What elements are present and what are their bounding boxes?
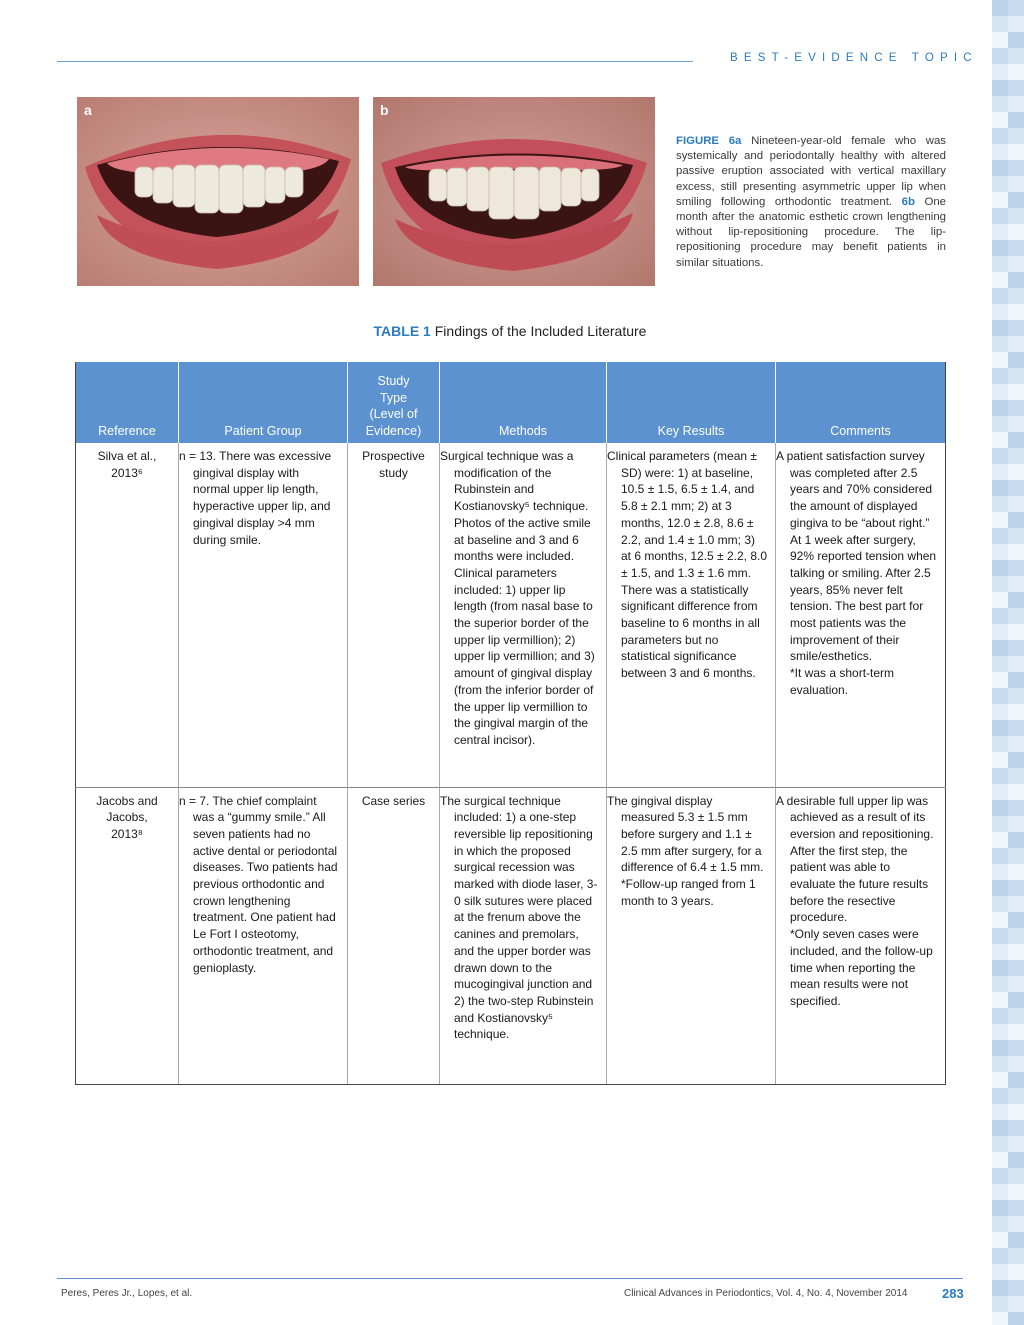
strip-cell xyxy=(992,928,1008,944)
page-number: 283 xyxy=(942,1286,964,1301)
strip-cell xyxy=(1008,288,1024,304)
strip-cell xyxy=(992,672,1008,688)
caption-text-a: Nineteen-year-old female who was systemically and periodontally healthy with altered passive eruption associated with vertical maxillary excess, still presenting asymmetric upper lip when smiling following orthodontic treatment. xyxy=(676,135,946,208)
strip-cell xyxy=(1008,688,1024,704)
strip-cell xyxy=(992,464,1008,480)
strip-cell xyxy=(1008,1136,1024,1152)
strip-cell xyxy=(1008,640,1024,656)
strip-cell xyxy=(1008,1248,1024,1264)
strip-cell xyxy=(1008,656,1024,672)
strip-cell xyxy=(1008,1280,1024,1296)
strip-cell xyxy=(992,656,1008,672)
caption-label-b: 6b xyxy=(901,195,915,208)
strip-cell xyxy=(1008,1200,1024,1216)
strip-cell xyxy=(992,48,1008,64)
strip-cell xyxy=(992,1184,1008,1200)
strip-cell xyxy=(1008,592,1024,608)
strip-cell xyxy=(1008,1008,1024,1024)
caption-label-a: FIGURE 6a xyxy=(676,135,742,147)
strip-cell xyxy=(1008,1312,1024,1325)
strip-cell xyxy=(1008,768,1024,784)
strip-cell xyxy=(1008,512,1024,528)
table-header-row xyxy=(76,362,946,443)
strip-cell xyxy=(1008,192,1024,208)
strip-cell xyxy=(992,960,1008,976)
strip-cell xyxy=(992,112,1008,128)
strip-cell xyxy=(1008,816,1024,832)
strip-cell xyxy=(992,96,1008,112)
strip-cell xyxy=(992,272,1008,288)
strip-cell xyxy=(992,80,1008,96)
strip-cell xyxy=(1008,976,1024,992)
strip-cell xyxy=(992,224,1008,240)
cell-study-type: Prospective study xyxy=(348,443,440,787)
strip-cell xyxy=(992,608,1008,624)
strip-cell xyxy=(992,720,1008,736)
strip-cell xyxy=(992,1008,1008,1024)
strip-cell xyxy=(1008,64,1024,80)
strip-cell xyxy=(992,1168,1008,1184)
strip-cell xyxy=(1008,928,1024,944)
strip-cell xyxy=(1008,576,1024,592)
cell-methods: The surgical technique included: 1) a one-step reversible lip repositioning in which the proposed surgical recession was marked with diode laser, 3-0 silk sutures were placed at the frenum above the canines and premolars, and the upper border was drawn down to the mucogingival junction and 2) the two-step Rubinstein and Kostianovsky⁵ technique. xyxy=(440,787,607,1084)
strip-cell xyxy=(1008,128,1024,144)
strip-cell xyxy=(1008,16,1024,32)
strip-cell xyxy=(992,896,1008,912)
strip-cell xyxy=(992,992,1008,1008)
strip-cell xyxy=(1008,400,1024,416)
strip-cell xyxy=(992,1312,1008,1325)
strip-cell xyxy=(1008,0,1024,16)
strip-cell xyxy=(992,560,1008,576)
table-row xyxy=(76,443,946,787)
cell-comments: A patient satisfaction survey was completed after 2.5 years and 70% considered the amount of displayed gingiva to be “about right.” At 1 week after surgery, 92% reported tension when talking or smiling. After 2.5 years, 85% never felt tension. The best part for most patients was the improvement of their smile/esthetics. *It was a short-term evaluation. xyxy=(776,443,946,787)
strip-cell xyxy=(1008,1152,1024,1168)
strip-cell xyxy=(1008,544,1024,560)
cell-key-results: Clinical parameters (mean ± SD) were: 1) at baseline, 10.5 ± 1.5, 6.5 ± 1.4, and 5.8 ± 2.1 mm; 2) at 3 months, 12.0 ± 2.8, 8.6 ± 2.2, and 1.4 ± 1.0 mm; 3) at 6 months, 12.5 ± 2.2, 8.0 ± 1.5, and 1.3 ± 1.6 mm. There was a statistically significant difference from baseline to 6 months in all parameters but no statistical significance between 3 and 6 months. xyxy=(607,443,776,787)
strip-cell xyxy=(992,976,1008,992)
strip-cell xyxy=(1008,208,1024,224)
strip-cell xyxy=(1008,896,1024,912)
figure-photo-b xyxy=(373,97,655,286)
strip-cell xyxy=(992,352,1008,368)
footer-journal: Clinical Advances in Periodontics, Vol. 4, No. 4, November 2014 xyxy=(624,1288,908,1299)
strip-cell xyxy=(992,736,1008,752)
strip-cell xyxy=(992,880,1008,896)
strip-cell xyxy=(1008,704,1024,720)
strip-cell xyxy=(1008,528,1024,544)
strip-cell xyxy=(992,800,1008,816)
strip-cell xyxy=(1008,1072,1024,1088)
strip-cell xyxy=(992,16,1008,32)
strip-cell xyxy=(1008,112,1024,128)
cell-reference: Silva et al., 2013⁶ xyxy=(76,443,179,787)
strip-cell xyxy=(992,432,1008,448)
strip-cell xyxy=(1008,720,1024,736)
strip-cell xyxy=(992,1136,1008,1152)
strip-cell xyxy=(1008,1104,1024,1120)
strip-cell xyxy=(992,1040,1008,1056)
cell-reference: Jacobs and Jacobs, 2013⁸ xyxy=(76,787,179,1084)
strip-cell xyxy=(992,208,1008,224)
strip-cell xyxy=(1008,1120,1024,1136)
strip-cell xyxy=(1008,304,1024,320)
strip-cell xyxy=(1008,992,1024,1008)
strip-cell xyxy=(1008,48,1024,64)
strip-cell xyxy=(992,528,1008,544)
header-methods: Methods xyxy=(440,362,607,443)
strip-cell xyxy=(992,768,1008,784)
strip-cell xyxy=(992,192,1008,208)
strip-cell xyxy=(992,544,1008,560)
header-comments: Comments xyxy=(776,362,946,443)
strip-cell xyxy=(1008,464,1024,480)
strip-cell xyxy=(1008,32,1024,48)
strip-cell xyxy=(992,240,1008,256)
strip-cell xyxy=(1008,272,1024,288)
strip-cell xyxy=(1008,560,1024,576)
strip-cell xyxy=(992,32,1008,48)
strip-cell xyxy=(992,624,1008,640)
footer-rule xyxy=(57,1278,963,1279)
strip-cell xyxy=(992,1232,1008,1248)
strip-cell xyxy=(992,448,1008,464)
strip-cell xyxy=(992,944,1008,960)
table-title-text: Findings of the Included Literature xyxy=(434,323,647,339)
cell-comments: A desirable full upper lip was achieved as a result of its eversion and repositioning. After the first step, the patient was able to evaluate the future results before the resective procedure. *Only seven cases were included, and the follow-up time when reporting the mean results were not specified. xyxy=(776,787,946,1084)
strip-cell xyxy=(992,400,1008,416)
strip-cell xyxy=(992,1152,1008,1168)
strip-cell xyxy=(1008,416,1024,432)
header-study-type: Study Type (Level of Evidence) xyxy=(348,362,440,443)
strip-cell xyxy=(992,848,1008,864)
strip-cell xyxy=(992,144,1008,160)
header-reference: Reference xyxy=(76,362,179,443)
panel-label-b: b xyxy=(380,102,389,118)
cell-patient-group: n = 7. The chief complaint was a “gummy smile.” All seven patients had no active dental or periodontal diseases. Two patients had previous orthodontic and crown lengthening treatment. One patient had Le Fort I osteotomy, orthodontic treatment, and genioplasty. xyxy=(179,787,348,1084)
strip-cell xyxy=(1008,1168,1024,1184)
strip-cell xyxy=(1008,736,1024,752)
strip-cell xyxy=(992,784,1008,800)
strip-cell xyxy=(1008,1296,1024,1312)
header-rule xyxy=(57,61,693,62)
strip-cell xyxy=(992,1024,1008,1040)
strip-cell xyxy=(992,160,1008,176)
strip-cell xyxy=(1008,608,1024,624)
strip-cell xyxy=(992,832,1008,848)
findings-table xyxy=(75,362,946,1085)
strip-cell xyxy=(1008,624,1024,640)
strip-cell xyxy=(1008,432,1024,448)
strip-cell xyxy=(992,1248,1008,1264)
strip-cell xyxy=(1008,80,1024,96)
strip-cell xyxy=(1008,480,1024,496)
strip-cell xyxy=(992,512,1008,528)
strip-cell xyxy=(992,1296,1008,1312)
strip-cell xyxy=(1008,1232,1024,1248)
strip-cell xyxy=(1008,912,1024,928)
strip-cell xyxy=(992,640,1008,656)
cell-patient-group: n = 13. There was excessive gingival display with normal upper lip length, hyperactive upper lip, and gingival display >4 mm during smile. xyxy=(179,443,348,787)
header-patient-group: Patient Group xyxy=(179,362,348,443)
table-title-label: TABLE 1 xyxy=(373,323,431,339)
strip-cell xyxy=(1008,1056,1024,1072)
strip-cell xyxy=(1008,672,1024,688)
strip-cell xyxy=(1008,832,1024,848)
strip-cell xyxy=(992,176,1008,192)
strip-cell xyxy=(992,304,1008,320)
header-key-results: Key Results xyxy=(607,362,776,443)
strip-cell xyxy=(992,0,1008,16)
strip-cell xyxy=(992,288,1008,304)
strip-cell xyxy=(1008,960,1024,976)
strip-cell xyxy=(1008,1040,1024,1056)
strip-cell xyxy=(992,912,1008,928)
strip-cell xyxy=(1008,800,1024,816)
strip-cell xyxy=(992,64,1008,80)
strip-cell xyxy=(1008,352,1024,368)
strip-cell xyxy=(992,256,1008,272)
strip-cell xyxy=(1008,944,1024,960)
strip-cell xyxy=(1008,752,1024,768)
strip-cell xyxy=(992,816,1008,832)
strip-cell xyxy=(1008,1088,1024,1104)
strip-cell xyxy=(1008,1024,1024,1040)
strip-cell xyxy=(992,704,1008,720)
strip-cell xyxy=(1008,1216,1024,1232)
strip-cell xyxy=(1008,1264,1024,1280)
strip-cell xyxy=(1008,384,1024,400)
strip-cell xyxy=(992,576,1008,592)
strip-cell xyxy=(992,496,1008,512)
strip-cell xyxy=(992,416,1008,432)
figure-photo-a xyxy=(77,97,359,286)
cell-methods: Surgical technique was a modification of the Rubinstein and Kostianovsky⁵ technique. Photos of the active smile at baseline and 3 and 6 months were included. Clinical parameters included: 1) upper lip length (from nasal base to the superior border of the upper lip vermillion); 2) upper lip vermillion; and 3) amount of gingival display (from the inferior border of the upper lip vermillion to the gingival margin of the central incisor). xyxy=(440,443,607,787)
cell-study-type: Case series xyxy=(348,787,440,1084)
figure-caption xyxy=(676,134,946,271)
side-decoration-strip xyxy=(992,0,1024,1325)
strip-cell xyxy=(992,1216,1008,1232)
strip-cell xyxy=(992,1264,1008,1280)
table-row xyxy=(76,787,946,1084)
strip-cell xyxy=(1008,176,1024,192)
strip-cell xyxy=(1008,496,1024,512)
strip-cell xyxy=(992,1072,1008,1088)
strip-cell xyxy=(1008,784,1024,800)
panel-label-a: a xyxy=(84,102,92,118)
strip-cell xyxy=(1008,448,1024,464)
strip-cell xyxy=(1008,848,1024,864)
strip-cell xyxy=(992,688,1008,704)
strip-cell xyxy=(1008,864,1024,880)
strip-cell xyxy=(992,368,1008,384)
strip-cell xyxy=(992,128,1008,144)
strip-cell xyxy=(992,864,1008,880)
strip-cell xyxy=(992,384,1008,400)
strip-cell xyxy=(992,752,1008,768)
strip-cell xyxy=(992,1120,1008,1136)
strip-cell xyxy=(1008,1184,1024,1200)
strip-cell xyxy=(992,592,1008,608)
strip-cell xyxy=(1008,96,1024,112)
caption-text-b: One month after the anatomic esthetic crown lengthening without lip-repositioning procedure. The lip-repositioning procedure may benefit patients in similar situations. xyxy=(676,195,947,269)
strip-cell xyxy=(992,1088,1008,1104)
strip-cell xyxy=(992,1200,1008,1216)
strip-cell xyxy=(1008,144,1024,160)
strip-cell xyxy=(992,1056,1008,1072)
table-title xyxy=(0,323,1020,339)
footer-authors: Peres, Peres Jr., Lopes, et al. xyxy=(61,1288,193,1299)
strip-cell xyxy=(1008,256,1024,272)
strip-cell xyxy=(1008,240,1024,256)
strip-cell xyxy=(992,1280,1008,1296)
cell-key-results: The gingival display measured 5.3 ± 1.5 mm before surgery and 1.1 ± 2.5 mm after surgery, for a difference of 6.4 ± 1.5 mm. *Follow-up ranged from 1 month to 3 years. xyxy=(607,787,776,1084)
strip-cell xyxy=(992,480,1008,496)
strip-cell xyxy=(1008,160,1024,176)
strip-cell xyxy=(992,1104,1008,1120)
strip-cell xyxy=(1008,880,1024,896)
section-label: BEST-EVIDENCE TOPIC xyxy=(730,52,978,64)
strip-cell xyxy=(1008,368,1024,384)
strip-cell xyxy=(1008,224,1024,240)
